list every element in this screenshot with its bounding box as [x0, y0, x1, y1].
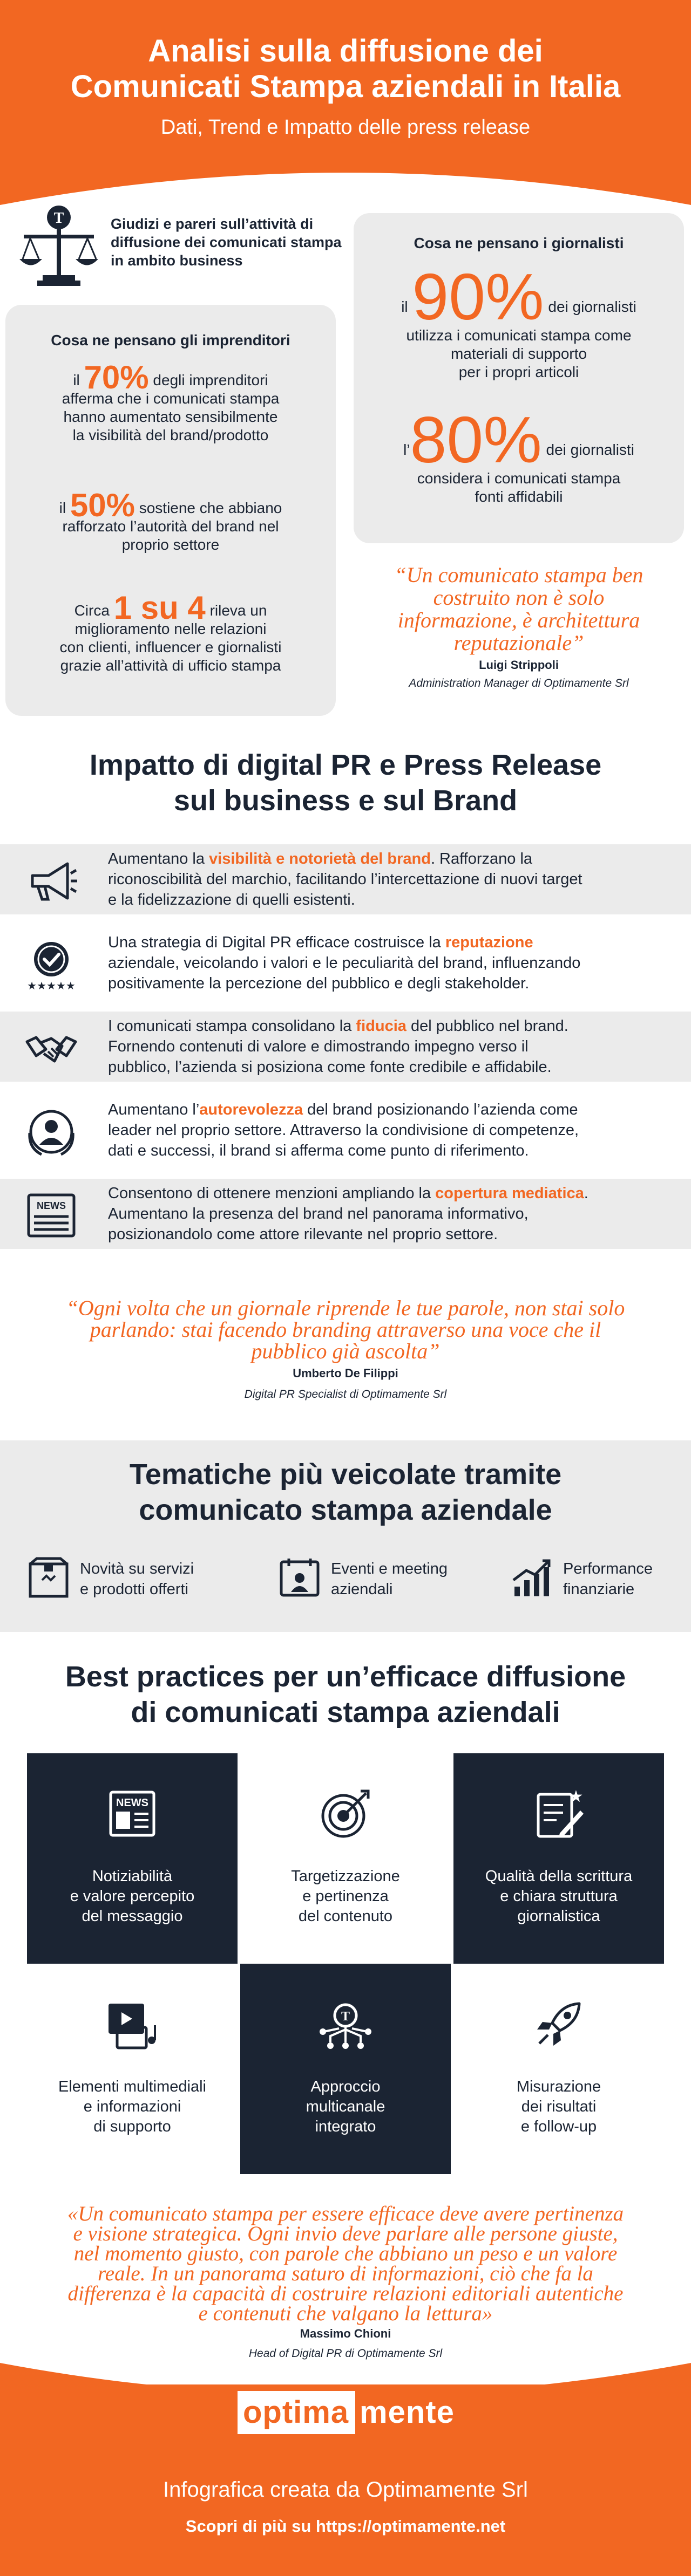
newspaper-icon — [24, 1188, 78, 1242]
journalists-stat-90: il 90% dei giornalisti utilizza i comunicati stampa come materiali di supporto per i propri articoli — [401, 260, 636, 380]
page-title: Analisi sulla diffusione dei Comunicati Stampa aziendali in Italia — [70, 33, 621, 104]
impact-title: Impatto di digital PR e Press Release sul business e sul Brand — [89, 749, 602, 817]
header-curve — [0, 140, 691, 205]
best-practices-title: Best practices per un’efficace diffusione di comunicati stampa aziendali — [65, 1661, 626, 1728]
quote-de-filippi: “Ogni volta che un giornale riprende le tue parole, non stai solo parlando: stai facendo branding attraverso una voce che il pubblico già ascolta” Umberto De Filippi Digital PR Specialist di Optimamente Srl — [0, 1297, 691, 1405]
impact-row-trust: I comunicati stampa consolidano la fiducia del pubblico nel brand. Fornendo contenuti di valore e dimostrando impegno verso il pubblico, l’azienda si posiziona come fonte credibile e affidabile. — [0, 1012, 691, 1082]
entrepreneurs-stat-1su4: Circa 1 su 4 rileva un miglioramento nelle relazioni con clienti, influencer e giornalisti grazie all’attività di ufficio stampa — [59, 590, 282, 674]
bp-multimedia: Elementi multimediali e informazioni di supporto — [27, 1964, 238, 2174]
footer-credit: Infografica creata da Optimamente Srl — [163, 2478, 528, 2502]
topic-products: Novità su servizi e prodotti offerti — [27, 1556, 200, 1605]
quote-author: Umberto De Filippi — [293, 1366, 398, 1380]
footer-link[interactable]: Scopri di più su https://optimamente.net — [185, 2517, 506, 2536]
svg-text:T: T — [341, 2010, 350, 2024]
writing-quality-icon — [532, 1787, 586, 1841]
impact-row-coverage: NEWS Consentono di ottenere menzioni ampliando la copertura mediatica. Aumentano la presenza del brand nel panorama informativo, posizionandolo come attore rilevante nel proprio settore. — [0, 1179, 691, 1249]
entrepreneurs-card — [5, 305, 336, 716]
quote-role: Administration Manager di Optimamente Srl — [409, 677, 629, 689]
bp-multichannel: T Approccio multicanale integrato — [240, 1964, 451, 2174]
svg-text:NEWS: NEWS — [116, 1797, 148, 1809]
quote-author: Massimo Chioni — [300, 2327, 391, 2340]
impact-row-visibility: Aumentano la visibilità e notorietà del brand. Rafforzano la riconoscibilità del marchio, facilitando l’intercettazione di nuovi target e la fidelizzazione di quelli esistenti. — [0, 844, 691, 914]
event-calendar-icon — [278, 1556, 321, 1600]
megaphone-icon — [24, 854, 78, 908]
quote-role: Head of Digital PR di Optimamente Srl — [248, 2347, 443, 2360]
multimedia-icon — [105, 1997, 159, 2051]
reputation-badge-icon — [24, 938, 78, 992]
bp-writing-quality: ★ Qualità della scrittura e chiara struttura giornalistica — [453, 1753, 664, 1964]
impact-row-authority: Aumentano l’autorevolezza del brand posizionando l’azienda come leader nel proprio settore. Attraverso la condivisione di competenze, dati e successi, il brand si afferma come punto di riferimento. — [0, 1095, 691, 1165]
journalists-stat-80: l’80% dei giornalisti considera i comunicati stampa fonti affidabili — [403, 403, 634, 505]
journalists-card — [354, 213, 684, 543]
topics-title: Tematiche più veicolate tramite comunicato stampa aziendale — [129, 1458, 562, 1526]
quote-author: Luigi Strippoli — [479, 658, 559, 672]
optimamente-logo[interactable]: optima mente — [238, 2391, 453, 2434]
impact-row-reputation: ★★★★★ Una strategia di Digital PR efficace costruisce la reputazione aziendale, veicolando i valori e le peculiarità del brand, influenzando positivamente la percezione del pubblico e degli stakeholder. — [0, 928, 691, 998]
journalists-title: Cosa ne pensano i giornalisti — [414, 235, 624, 251]
intro-text: Giudizi e pareri sull’attività di diffusione dei comunicati stampa in ambito business — [111, 216, 342, 269]
svg-text:★: ★ — [568, 1787, 584, 1806]
header-banner — [0, 0, 691, 162]
product-box-icon — [27, 1556, 70, 1600]
growth-chart-icon — [510, 1556, 553, 1600]
entrepreneurs-title: Cosa ne pensano gli imprenditori — [51, 332, 290, 349]
handshake-icon — [24, 1021, 78, 1075]
svg-text:T: T — [53, 210, 64, 227]
multichannel-icon — [319, 1997, 372, 2051]
target-icon — [319, 1787, 372, 1841]
leader-award-icon — [24, 1105, 78, 1159]
page-subtitle: Dati, Trend e Impatto delle press release — [160, 116, 531, 139]
topic-events: Eventi e meeting aziendali — [278, 1556, 451, 1605]
bp-measurement: Misurazione dei risultati e follow-up — [453, 1964, 664, 2174]
svg-text:★★★★★: ★★★★★ — [27, 979, 76, 992]
bp-newsworthiness: NEWS Notiziabilità e valore percepito del messaggio — [27, 1753, 238, 1964]
news-icon — [105, 1787, 159, 1841]
quote-strippoli: “Un comunicato stampa ben costruito non è solo informazione, è architettura reputazionale” Luigi Strippoli Administration Manager di Optimamente Srl — [354, 564, 684, 693]
rocket-icon — [532, 1997, 586, 2051]
entrepreneurs-stat-70: il 70% degli imprenditori afferma che i comunicati stampa hanno aumentato sensibilmente la visibilità del brand/prodotto — [62, 359, 280, 443]
justice-scale-icon — [18, 202, 99, 289]
quote-role: Digital PR Specialist di Optimamente Srl — [244, 1388, 447, 1400]
entrepreneurs-stat-50: il 50% sostiene che abbiano rafforzato l’autorità del brand nel proprio settore — [59, 487, 282, 553]
topic-finance: Performance finanziarie — [510, 1556, 683, 1605]
svg-text:NEWS: NEWS — [37, 1200, 66, 1211]
quote-chioni: «Un comunicato stampa per essere efficace deve avere pertinenza e visione strategica. Ogni invio deve parlare alle persone giuste, nel momento giusto, con parole che abbiano un peso e un valore reale. In un panorama saturo di informazioni, ciò che fa la differenza è la capacità di costruire relazioni editoriali autentiche e contenuti che valgano la lettura» Massimo Chioni Head of Digital PR di Optimamente Srl — [0, 2204, 691, 2366]
bp-targeting: Targetizzazione e pertinenza del contenuto — [240, 1753, 451, 1964]
